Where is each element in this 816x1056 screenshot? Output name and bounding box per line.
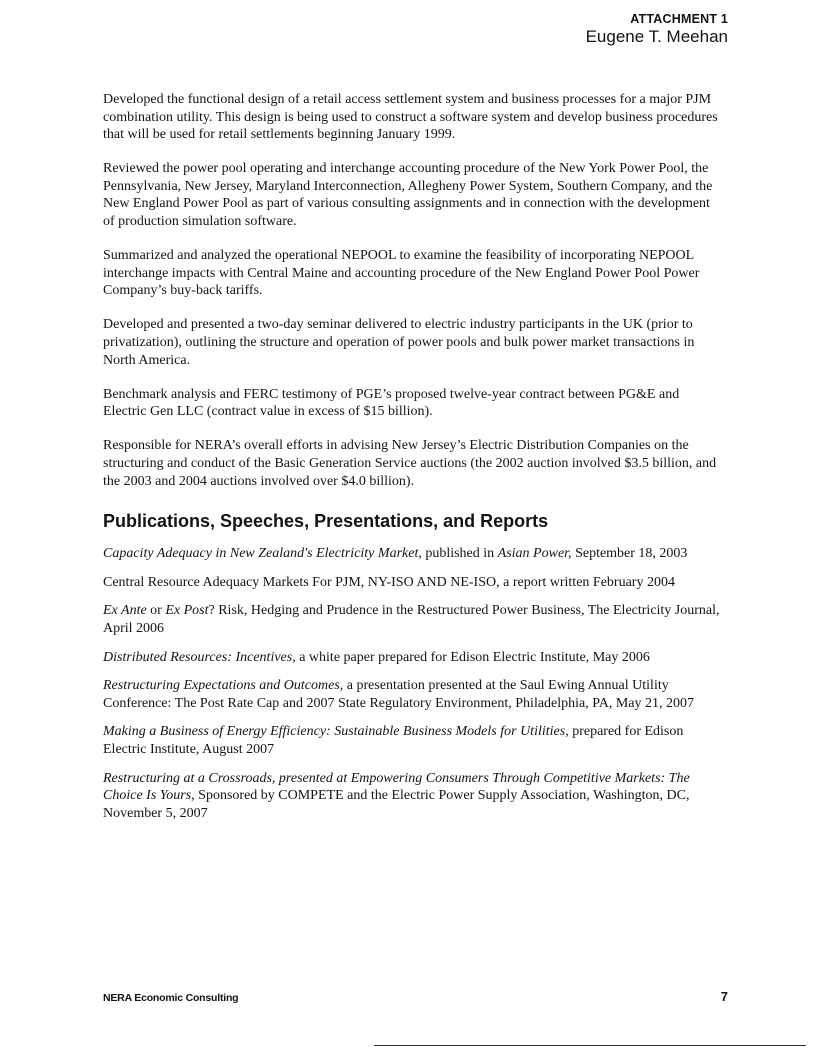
- section-heading: Publications, Speeches, Presentations, and Reports: [103, 511, 549, 532]
- publication-title: Ex Post: [165, 603, 209, 619]
- publication-title: Restructuring at a Crossroads, presented at Empowering Consumers Through Competitive Markets: The Choice Is Yours: [103, 770, 690, 804]
- publication-text: ? Risk, Hedging and Prudence in the Restructured Power Business, The Electricity Journal, April 2006: [103, 603, 720, 636]
- publication-item: [103, 770, 725, 823]
- experience-paragraph: Developed and presented a two-day seminar delivered to electric industry participants in the UK (prior to privatization), outlining the structure and operation of power pools and bulk power market transactions in North America.: [103, 317, 695, 368]
- publication-text: September 18, 2003: [571, 546, 688, 562]
- bottom-rule: [374, 1045, 806, 1046]
- author-name: Eugene T. Meehan: [585, 27, 728, 46]
- publication-item: [103, 723, 725, 758]
- publication-item: [103, 602, 725, 637]
- page-body: [103, 91, 725, 833]
- publication-title: Capacity Adequacy in New Zealand's Electricity Market: [103, 546, 419, 562]
- publication-item: [103, 677, 725, 712]
- publication-item: [103, 649, 725, 667]
- experience-paragraph: Developed the functional design of a retail access settlement system and business processes for a major PJM combination utility. This design is being used to construct a software system and develop business procedures that will be used for retail settlements beginning January 1999.: [103, 92, 718, 143]
- experience-paragraph: Summarized and analyzed the operational NEPOOL to examine the feasibility of incorporating NEPOOL interchange impacts with Central Maine and accounting procedure of the New England Power Pool Power Company’s buy-back tariffs.: [103, 248, 700, 299]
- publication-text: or: [146, 603, 166, 619]
- attachment-label: ATTACHMENT 1: [630, 12, 728, 26]
- publication-text: , a presentation presented at the Saul Ewing Annual Utility Conference: The Post Rate Cap and 2007 State Regulatory Environment, Philadelphia, PA, May 21, 2007: [103, 678, 695, 711]
- page-header: [586, 12, 728, 47]
- publication-title: Restructuring Expectations and Outcomes: [103, 678, 340, 694]
- publication-text: , Sponsored by COMPETE and the Electric Power Supply Association, Washington, DC, November 5, 2007: [103, 788, 690, 821]
- experience-paragraph: Responsible for NERA’s overall efforts in advising New Jersey’s Electric Distribution Companies on the structuring and conduct of the Basic Generation Service auctions (the 2002 auction involved $3.5 billion, and the 2003 and 2004 auctions involved over $4.0 billion).: [103, 438, 717, 489]
- publication-item: [103, 574, 725, 592]
- publication-venue: Asian Power,: [497, 546, 572, 562]
- footer-firm: NERA Economic Consulting: [103, 992, 239, 1004]
- publication-text: , published in: [418, 546, 498, 562]
- experience-paragraph: Benchmark analysis and FERC testimony of PGE’s proposed twelve-year contract between PG&E and Electric Gen LLC (contract value in excess of $15 billion).: [103, 386, 680, 420]
- publication-title: Making a Business of Energy Efficiency: Sustainable Business Models for Utilities: [103, 724, 566, 740]
- publication-text: , prepared for Edison Electric Institute, August 2007: [103, 724, 684, 757]
- publication-item: [103, 545, 725, 563]
- publication-text: a white paper prepared for Edison Electric Institute, May 2006: [295, 649, 650, 665]
- publication-title: Distributed Resources: Incentives,: [103, 649, 296, 665]
- experience-paragraph: Reviewed the power pool operating and interchange accounting procedure of the New York Power Pool, the Pennsylvania, New Jersey, Maryland Interconnection, Allegheny Power System, Southern Company, and the New England Power Pool as part of various consulting assignments and in connection with the development of production simulation software.: [103, 161, 713, 230]
- publication-text: Central Resource Adequacy Markets For PJM, NY-ISO AND NE-ISO, a report written February 2004: [103, 574, 675, 590]
- page-number: 7: [720, 989, 728, 1004]
- publication-title: Ex Ante: [103, 603, 147, 619]
